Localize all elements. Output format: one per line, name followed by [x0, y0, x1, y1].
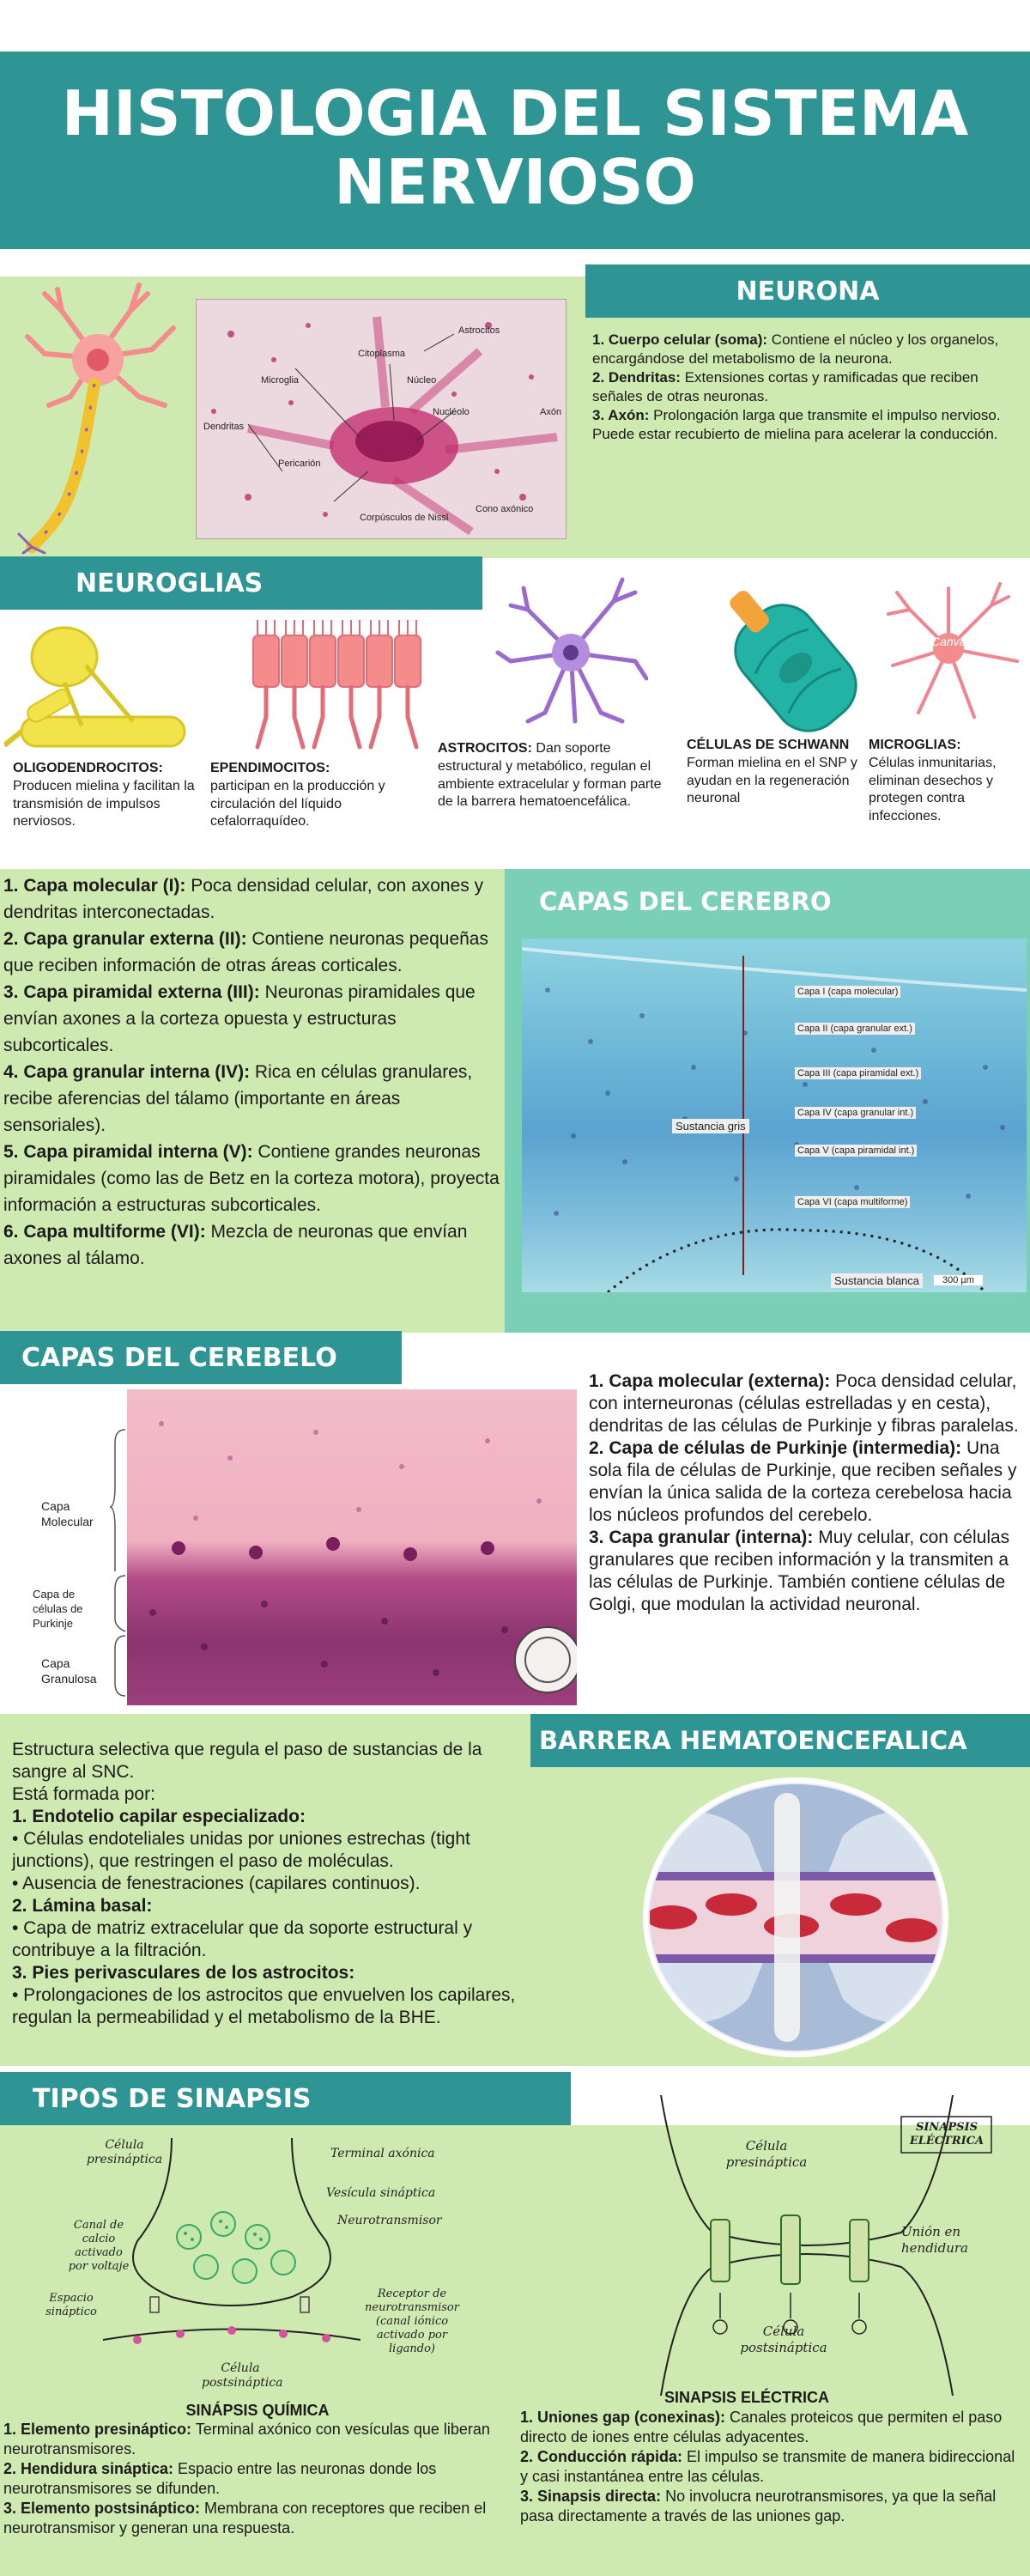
neuroglia-name: EPENDIMOCITOS:	[210, 761, 330, 775]
electrica-item-term: 1. Uniones gap (conexinas):	[520, 2409, 726, 2426]
cerebro-micrograph-image	[522, 939, 1027, 1292]
barrera-part-term: 3. Pies perivasculares de los astrocitos:	[12, 1963, 355, 1983]
quimica-label: Célula postsináptica	[202, 2361, 283, 2390]
cerebelo-micro-label: Capa de células de Purkinje	[33, 1588, 83, 1630]
micro-label-astrocitos: Astrocitos	[458, 325, 500, 336]
neuroglia-name: MICROGLIAS:	[869, 738, 961, 752]
cerebro-micro-layer-label: Capa I (capa molecular)	[795, 986, 900, 998]
sinapsis-quimica-title: SINÁPSIS QUÍMICA	[185, 2402, 330, 2419]
neurona-item-text: Prolongación larga que transmite el impulso nervioso. Puede estar recubierto de mielina para acelerar la conducción.	[592, 407, 1001, 443]
cerebro-layer-term: 2. Capa granular externa (II):	[3, 929, 247, 949]
cerebro-heading	[539, 876, 832, 927]
barrera-part-bullet: • Células endoteliales unidas por uniones estrechas (tight junctions), que restringen el paso de moléculas.	[12, 1829, 470, 1871]
micro-label-axon: Axón	[540, 407, 562, 417]
cerebro-layer-term: 6. Capa multiforme (VI):	[3, 1222, 206, 1242]
quimica-label: Neurotransmisor	[337, 2214, 442, 2227]
micro-label-nucleolo: Nucléolo	[433, 407, 470, 417]
electrica-item-text: No involucra neurotransmisores, ya que la señal pasa directamente a través de las uniones gap.	[520, 2488, 997, 2524]
neuroglia-name: CÉLULAS DE SCHWANN	[687, 738, 850, 752]
quimica-item-term: 3. Elemento postsináptico:	[3, 2500, 201, 2517]
cerebro-layer-term: 1. Capa molecular (I):	[3, 876, 186, 896]
cerebro-micro-layer-label: Capa IV (capa granular int.)	[795, 1107, 916, 1119]
cerebro-micro-gris-label: Sustancia gris	[672, 1119, 749, 1133]
neurona-text	[592, 331, 1021, 445]
barrera-heading-text: BARRERA HEMATOENCEFALICA	[539, 1726, 967, 1755]
cerebro-layer-item	[3, 926, 505, 979]
quimica-item-text: Membrana con receptores que reciben el neurotransmisor y generan una respuesta.	[3, 2500, 487, 2537]
electrica-label: Célula postsináptica	[740, 2324, 827, 2355]
cerebro-layer-text: Contiene neuronas pequeñas que reciben información de otras áreas corticales.	[3, 929, 488, 975]
neurona-item	[592, 331, 1021, 368]
sinapsis-quimica-text	[3, 2420, 515, 2538]
quimica-label: Célula presináptica	[86, 2138, 163, 2166]
micro-label-nissl: Corpúsculos de Nissl	[360, 513, 449, 523]
cerebelo-layer-item	[589, 1370, 1025, 1437]
cerebro-layer-text: Contiene grandes neuronas piramidales (como las de Betz en la corteza motora), proyecta información a estructuras subcorticales.	[3, 1142, 500, 1215]
cerebelo-text	[589, 1370, 1025, 1616]
neuroglia-card	[687, 737, 858, 808]
neuroglia-card	[210, 760, 429, 831]
cerebro-layer-term: 5. Capa piramidal interna (V):	[3, 1142, 253, 1162]
neuroglia-desc: participan en la producción y circulación del líquido cefalorraquídeo.	[210, 778, 385, 829]
cerebro-layer-term: 3. Capa piramidal externa (III):	[3, 982, 260, 1002]
canva-watermark: Canva	[931, 635, 966, 648]
micro-label-pericarion: Pericarión	[278, 459, 321, 469]
electrica-item	[520, 2408, 1027, 2447]
electrica-label: SINAPSIS ELÉCTRICA	[909, 2121, 985, 2148]
cerebelo-micro-label: Capa Molecular	[41, 1499, 94, 1528]
quimica-item-text: Espacio entre las neuronas donde los neurotransmisores se difunden.	[3, 2460, 437, 2497]
cerebelo-layer-item	[589, 1527, 1025, 1616]
cerebelo-layer-text: Muy celular, con células granulares que reciben información y la transmiten a las células de Purkinje. También contiene células de Golgi, que modulan la actividad neuronal.	[589, 1528, 1010, 1614]
cerebro-micro-layer-label: Capa II (capa granular ext.)	[795, 1023, 915, 1035]
micro-label-citoplasma: Citoplasma	[358, 349, 406, 359]
neuroglias-heading	[0, 556, 482, 610]
barrera-part	[12, 1895, 524, 1962]
barrera-part-term: 2. Lámina basal:	[12, 1896, 153, 1916]
barrera-part	[12, 1962, 524, 2029]
cerebro-micro-scale-label: 300 µm	[934, 1275, 983, 1285]
neurona-item	[592, 368, 1021, 406]
cerebro-micro-layer-label: Capa V (capa piramidal int.)	[795, 1145, 917, 1157]
cerebelo-layer-text: Poca densidad celular, con interneuronas (células estrelladas y en cesta), dendritas de las células de Purkinje y fibras paralelas.	[589, 1371, 1019, 1436]
neuroglia-desc: Dan soporte estructural y metabólico, regulan el ambiente extracelular y forman parte de la barrera hematoencefálica.	[438, 741, 662, 810]
neuroglia-desc: Forman mielina en el SNP y ayudan en la regeneración neuronal	[687, 755, 857, 806]
micro-label-dendritas: Dendritas	[203, 422, 245, 432]
sinapsis-heading	[0, 2072, 571, 2125]
cerebelo-layer-term: 2. Capa de células de Purkinje (intermedia):	[589, 1438, 962, 1458]
neurona-item	[592, 406, 1021, 444]
electrica-label: Unión en hendidura	[901, 2224, 968, 2256]
barrera-part-bullet: • Prolongaciones de los astrocitos que envuelven los capilares, regulan la permeabilidad y el metabolismo de la BHE.	[12, 1985, 516, 2027]
cerebro-text	[3, 872, 505, 1272]
cerebelo-heading	[0, 1331, 402, 1384]
cerebro-layer-item	[3, 1059, 505, 1139]
cerebro-layer-text: Poca densidad celular, con axones y dendritas interconectadas.	[3, 876, 484, 922]
cerebro-layer-item	[3, 872, 505, 926]
electrica-item-text: El impulso se transmite de manera bidireccional y casi instantánea entre las células.	[520, 2448, 1015, 2485]
barrera-intro2: Está formada por:	[12, 1784, 155, 1804]
page-title	[0, 79, 1030, 216]
neurona-item-text: Extensiones cortas y ramificadas que reciben señales de otras neuronas.	[592, 369, 978, 405]
cerebelo-layer-term: 3. Capa granular (interna):	[589, 1528, 814, 1547]
neuroglia-name: OLIGODENDROCITOS:	[13, 761, 163, 775]
electrica-item-term: 2. Conducción rápida:	[520, 2448, 683, 2465]
oligodendrocito-illustration	[4, 618, 202, 760]
neurona-item-term: 1. Cuerpo celular (soma):	[592, 331, 768, 348]
quimica-label: Canal de calcio activado por voltaje	[68, 2219, 130, 2273]
neuron-illustration	[10, 276, 186, 556]
sinapsis-electrica-text	[520, 2408, 1027, 2526]
electrica-item-text: Canales proteicos que permiten el paso directo de iones entre células adyacentes.	[520, 2409, 1003, 2445]
neurona-item-term: 2. Dendritas:	[592, 369, 681, 386]
quimica-label: Espacio sináptico	[45, 2292, 97, 2318]
cerebro-layer-item	[3, 1139, 505, 1218]
cerebro-micro-layer-label: Capa III (capa piramidal ext.)	[795, 1067, 921, 1079]
micro-label-microglia: Microglia	[261, 375, 300, 386]
neuron-micrograph	[196, 299, 566, 539]
cerebro-micrograph	[522, 939, 1027, 1292]
barrera-heading	[530, 1714, 1030, 1767]
cerebelo-bracket	[110, 1425, 129, 1700]
cerebelo-micrograph	[127, 1389, 577, 1705]
neuron-nucleus	[87, 349, 109, 371]
electrica-label: Célula presináptica	[725, 2138, 808, 2170]
cerebelo-layer-item	[589, 1437, 1025, 1527]
barrera-part-term: 1. Endotelio capilar especializado:	[12, 1807, 306, 1826]
cerebelo-micro-label: Capa Granulosa	[41, 1656, 97, 1686]
quimica-item-term: 2. Hendidura sináptica:	[3, 2460, 174, 2477]
quimica-label: Vesícula sináptica	[326, 2186, 436, 2200]
quimica-item	[3, 2499, 515, 2538]
electrica-item	[520, 2487, 1027, 2526]
cerebelo-layer-term: 1. Capa molecular (externa):	[589, 1371, 831, 1391]
barrera-illustration	[637, 1776, 954, 2059]
sinapsis-heading-text: TIPOS DE SINAPSIS	[33, 2083, 312, 2114]
schwann-illustration	[717, 567, 871, 743]
neuroglia-card	[13, 760, 206, 831]
neuroglia-desc: Producen mielina y facilitan la transmisión de impulsos nerviosos.	[13, 778, 195, 829]
neuroglia-name: ASTROCITOS:	[438, 741, 532, 756]
barrera-part-bullet: • Capa de matriz extracelular que da soporte estructural y contribuye a la filtración.	[12, 1918, 473, 1960]
quimica-item	[3, 2459, 515, 2499]
electrica-item	[520, 2447, 1027, 2487]
sinapsis-electrica-title: SINAPSIS ELÉCTRICA	[663, 2389, 830, 2406]
cerebro-heading-text: CAPAS DEL CEREBRO	[539, 887, 832, 916]
barrera-part	[12, 1806, 524, 1895]
cerebro-layer-item	[3, 1218, 505, 1272]
ependimocito-illustration	[249, 618, 429, 751]
quimica-item-term: 1. Elemento presináptico:	[3, 2421, 192, 2438]
cerebro-micro-layer-label: Capa VI (capa multiforme)	[795, 1196, 910, 1208]
micro-label-nucleo: Núcleo	[407, 375, 437, 386]
cerebro-layer-text: Neuronas piramidales que envían axones a la corteza opuesta y estructuras subcorticales.	[3, 982, 476, 1055]
quimica-item	[3, 2420, 515, 2459]
quimica-label: Terminal axónica	[330, 2147, 435, 2160]
electrica-item-term: 3. Sinapsis directa:	[520, 2488, 662, 2505]
cerebelo-heading-text: CAPAS DEL CEREBELO	[21, 1342, 337, 1373]
quimica-label: Receptor de neurotransmisor (canal iónico activado por ligando)	[365, 2287, 459, 2355]
neurona-heading	[585, 264, 1030, 318]
page-title-line1: HISTOLOGIA DEL SISTEMA	[61, 77, 969, 149]
cerebro-micro-blanca-label: Sustancia blanca	[831, 1273, 923, 1288]
neuroglia-card	[438, 740, 678, 811]
barrera-part-bullet: • Ausencia de fenestraciones (capilares continuos).	[12, 1874, 421, 1893]
astrocito-illustration	[494, 575, 648, 730]
page-title-line2: NERVIOSO	[334, 146, 696, 218]
neurona-item-text: Contiene el núcleo y los organelos, encargándose del metabolismo de la neurona.	[592, 331, 999, 368]
barrera-intro: Estructura selectiva que regula el paso de sustancias de la sangre al SNC.	[12, 1740, 482, 1782]
microglia-illustration	[871, 571, 1026, 726]
neuroglia-desc: Células inmunitarias, eliminan desechos y protegen contra infecciones.	[869, 755, 997, 824]
neuroglia-card	[869, 737, 1027, 826]
neurona-item-term: 3. Axón:	[592, 407, 650, 424]
cerebro-layer-term: 4. Capa granular interna (IV):	[3, 1062, 251, 1082]
cerebelo-micrograph-image	[127, 1389, 577, 1705]
cerebro-layer-text: Mezcla de neuronas que envían axones al tálamo.	[3, 1222, 468, 1268]
cerebro-layer-text: Rica en células granulares, recibe aferencias del tálamo (importante en áreas sensoriales).	[3, 1062, 473, 1135]
micro-label-cono-axonico: Cono axónico	[476, 504, 534, 514]
neuron-axon	[32, 384, 94, 547]
quimica-item-text: Terminal axónico con vesículas que liberan neurotransmisores.	[3, 2421, 490, 2458]
neuroglias-heading-text: NEUROGLIAS	[76, 568, 264, 598]
barrera-text	[12, 1739, 524, 2029]
cerebelo-layer-text: Una sola fila de células de Purkinje, que reciben señales y envían la única salida de la corteza cerebelosa hacia los núcleos profundos del cerebelo.	[589, 1438, 1017, 1525]
cerebro-layer-item	[3, 979, 505, 1059]
neurona-heading-text: NEURONA	[736, 276, 880, 307]
